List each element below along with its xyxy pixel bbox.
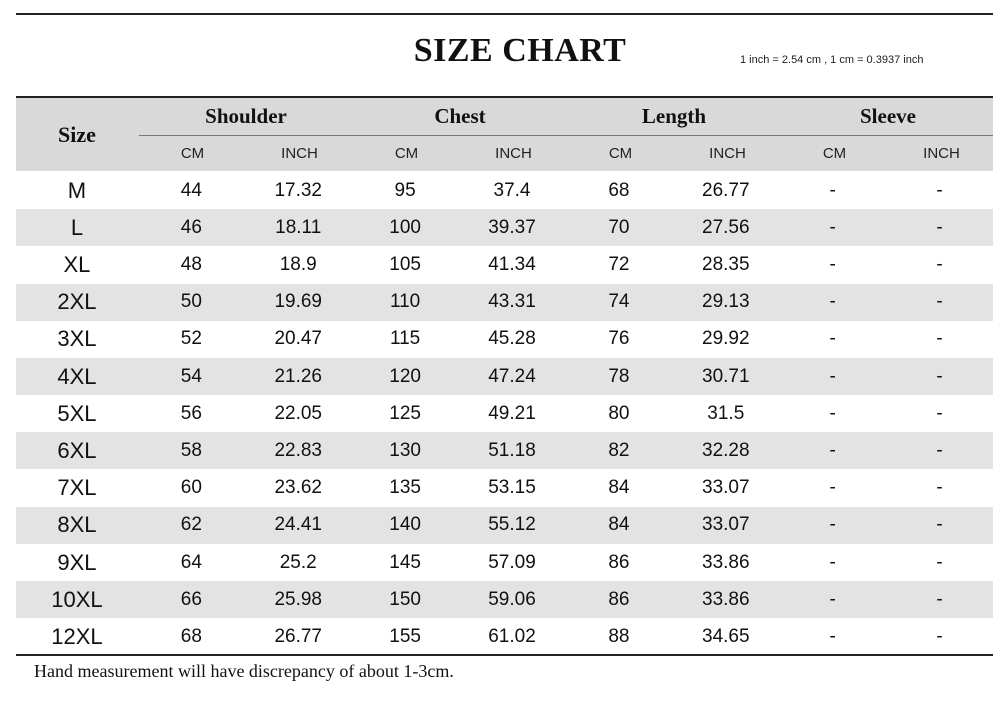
length-header: Length <box>641 103 707 128</box>
size-cell: 10XL <box>51 586 103 612</box>
measurement-cell: 21.26 <box>274 365 322 387</box>
measurement-cell: 44 <box>180 179 202 201</box>
measurement-cell: 150 <box>389 588 421 610</box>
measurement-cell: - <box>829 588 836 610</box>
measurement-cell: 86 <box>608 588 630 610</box>
measurement-cell: 23.62 <box>274 477 322 499</box>
measurement-cell: 33.86 <box>702 588 750 610</box>
measurement-cell: 29.13 <box>702 291 750 313</box>
measurement-cell: 140 <box>389 514 421 536</box>
measurement-cell: 57.09 <box>488 551 536 573</box>
table-row <box>16 432 993 469</box>
measurement-cell: - <box>829 551 836 573</box>
table-row <box>16 284 993 321</box>
measurement-cell: 84 <box>608 514 630 536</box>
size-column-header: Size <box>58 121 96 147</box>
size-cell: 2XL <box>57 289 97 315</box>
measurement-cell: 33.86 <box>702 551 750 573</box>
table-row <box>16 470 993 507</box>
measurement-cell: 130 <box>389 439 421 461</box>
size-cell: 8XL <box>57 512 97 538</box>
measurement-cell: 45.28 <box>488 328 536 350</box>
measurement-cell: 25.2 <box>279 551 317 573</box>
measurement-cell: 64 <box>180 551 202 573</box>
measurement-cell: 33.07 <box>702 477 750 499</box>
table-row <box>16 507 993 544</box>
measurement-cell: - <box>936 216 943 238</box>
measurement-cell: - <box>829 216 836 238</box>
unit-header: INCH <box>709 144 746 162</box>
measurement-cell: 22.83 <box>274 439 322 461</box>
measurement-cell: 86 <box>608 551 630 573</box>
measurement-cell: 34.65 <box>702 625 750 647</box>
measurement-cell: 50 <box>180 291 202 313</box>
measurement-cell: 26.77 <box>274 625 322 647</box>
measurement-cell: - <box>829 179 836 201</box>
measurement-cell: 145 <box>389 551 421 573</box>
size-cell: 7XL <box>57 475 97 501</box>
measurement-cell: - <box>936 625 943 647</box>
footnote: Hand measurement will have discrepancy of about 1-3cm. <box>34 661 454 681</box>
table-row <box>16 172 993 209</box>
measurement-cell: 58 <box>180 439 202 461</box>
measurement-cell: 68 <box>180 625 202 647</box>
table-row <box>16 581 993 618</box>
measurement-cell: - <box>936 477 943 499</box>
measurement-cell: 70 <box>608 216 630 238</box>
size-cell: 5XL <box>57 400 97 426</box>
unit-header: INCH <box>923 144 960 162</box>
measurement-cell: 135 <box>389 477 421 499</box>
measurement-cell: 17.32 <box>274 179 322 201</box>
table-row <box>16 618 993 655</box>
measurement-cell: 39.37 <box>488 216 536 238</box>
conversion-note: 1 inch = 2.54 cm , 1 cm = 0.3937 inch <box>740 54 924 66</box>
measurement-cell: - <box>936 365 943 387</box>
measurement-cell: 53.15 <box>488 477 536 499</box>
measurement-cell: 82 <box>608 439 630 461</box>
measurement-cell: 80 <box>608 402 630 424</box>
top-divider <box>16 13 993 15</box>
measurement-cell: 48 <box>180 253 202 275</box>
measurement-cell: - <box>936 551 943 573</box>
measurement-cell: 115 <box>389 328 421 350</box>
measurement-cell: 26.77 <box>702 179 750 201</box>
table-row <box>16 321 993 358</box>
size-cell: 6XL <box>57 437 97 463</box>
measurement-cell: - <box>936 588 943 610</box>
measurement-cell: 54 <box>180 365 202 387</box>
measurement-cell: 32.28 <box>702 439 750 461</box>
unit-header: CM <box>394 144 419 162</box>
table-row <box>16 544 993 581</box>
measurement-cell: 110 <box>389 291 421 313</box>
bottom-divider <box>16 654 993 656</box>
measurement-cell: - <box>829 328 836 350</box>
size-cell: 12XL <box>51 623 103 649</box>
unit-header: CM <box>608 144 633 162</box>
table-row <box>16 209 993 246</box>
unit-header: CM <box>180 144 205 162</box>
header-sub-divider <box>139 135 993 136</box>
measurement-cell: 78 <box>608 365 630 387</box>
measurement-cell: - <box>936 328 943 350</box>
measurement-cell: 88 <box>608 625 630 647</box>
measurement-cell: - <box>936 291 943 313</box>
measurement-cell: 125 <box>389 402 421 424</box>
measurement-cell: 25.98 <box>274 588 322 610</box>
measurement-cell: 56 <box>180 402 202 424</box>
size-cell: XL <box>63 251 91 277</box>
measurement-cell: 18.11 <box>275 216 322 238</box>
measurement-cell: - <box>936 439 943 461</box>
measurement-cell: 61.02 <box>488 625 536 647</box>
measurement-cell: 105 <box>389 253 421 275</box>
measurement-cell: - <box>829 514 836 536</box>
measurement-cell: 72 <box>608 253 630 275</box>
measurement-cell: - <box>936 253 943 275</box>
unit-header: CM <box>822 144 847 162</box>
measurement-cell: 74 <box>608 291 630 313</box>
size-cell: 9XL <box>57 549 97 575</box>
measurement-cell: 18.9 <box>279 253 317 275</box>
measurement-cell: 59.06 <box>488 588 536 610</box>
measurement-cell: 43.31 <box>488 291 536 313</box>
table-row <box>16 246 993 283</box>
chest-header: Chest <box>434 103 486 128</box>
table-row <box>16 358 993 395</box>
measurement-cell: - <box>936 179 943 201</box>
measurement-cell: - <box>829 477 836 499</box>
measurement-cell: 20.47 <box>274 328 322 350</box>
size-cell: 3XL <box>57 326 97 352</box>
measurement-cell: 95 <box>394 179 416 201</box>
shoulder-header: Shoulder <box>205 103 287 128</box>
measurement-cell: - <box>829 625 836 647</box>
measurement-cell: 120 <box>389 365 421 387</box>
measurement-cell: 76 <box>608 328 630 350</box>
measurement-cell: 51.18 <box>488 439 536 461</box>
measurement-cell: 28.35 <box>702 253 750 275</box>
measurement-cell: 22.05 <box>274 402 322 424</box>
measurement-cell: 52 <box>180 328 202 350</box>
measurement-cell: 47.24 <box>488 365 536 387</box>
size-cell: 4XL <box>57 363 97 389</box>
unit-header: INCH <box>495 144 532 162</box>
page-title: SIZE CHART <box>413 32 627 69</box>
measurement-cell: 30.71 <box>702 365 750 387</box>
unit-header: INCH <box>281 144 318 162</box>
measurement-cell: 33.07 <box>702 514 750 536</box>
measurement-cell: 41.34 <box>488 253 536 275</box>
table-row <box>16 395 993 432</box>
measurement-cell: - <box>829 291 836 313</box>
measurement-cell: 46 <box>180 216 202 238</box>
measurement-cell: - <box>829 439 836 461</box>
measurement-cell: - <box>936 514 943 536</box>
measurement-cell: 55.12 <box>488 514 536 536</box>
size-cell: L <box>70 214 84 240</box>
measurement-cell: 66 <box>180 588 202 610</box>
measurement-cell: 84 <box>608 477 630 499</box>
measurement-cell: 62 <box>180 514 202 536</box>
measurement-cell: 27.56 <box>702 216 750 238</box>
measurement-cell: - <box>829 402 836 424</box>
measurement-cell: - <box>829 253 836 275</box>
measurement-cell: 24.41 <box>274 514 322 536</box>
measurement-cell: 100 <box>389 216 421 238</box>
size-cell: M <box>67 177 87 203</box>
measurement-cell: 19.69 <box>274 291 322 313</box>
measurement-cell: 60 <box>180 477 202 499</box>
measurement-cell: 37.4 <box>493 179 531 201</box>
measurement-cell: - <box>936 402 943 424</box>
measurement-cell: 68 <box>608 179 630 201</box>
measurement-cell: 49.21 <box>488 402 536 424</box>
measurement-cell: - <box>829 365 836 387</box>
measurement-cell: 29.92 <box>702 328 750 350</box>
measurement-cell: 31.5 <box>707 402 745 424</box>
measurement-cell: 155 <box>389 625 421 647</box>
sleeve-header: Sleeve <box>860 103 916 128</box>
